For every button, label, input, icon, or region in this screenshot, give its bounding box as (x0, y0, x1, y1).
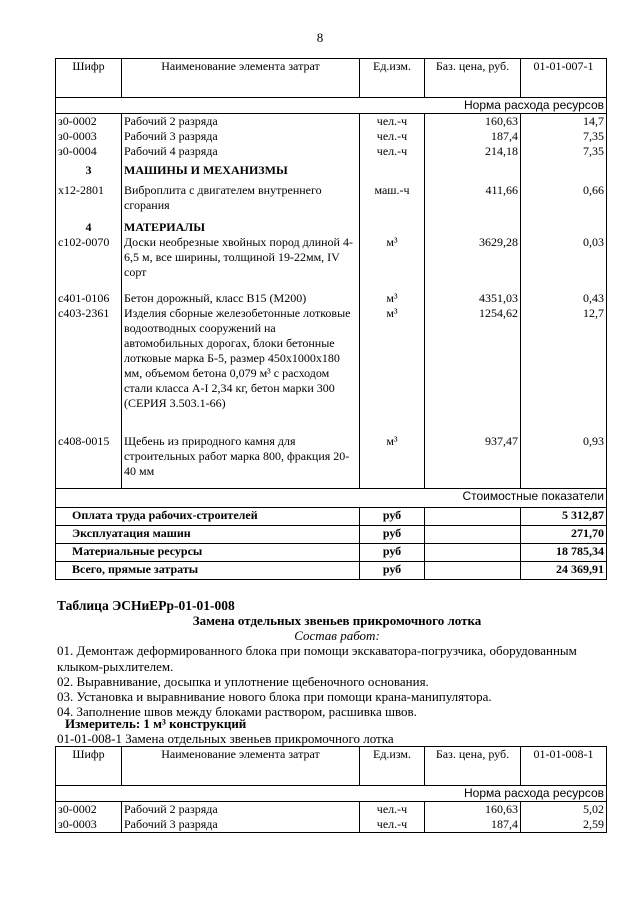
norm-label: Норма расхода ресурсов (56, 786, 607, 802)
table-header-row (56, 59, 607, 98)
summary-label: Оплата труда рабочих-строителей (56, 507, 360, 525)
row-code: х12-2801 (56, 179, 122, 217)
header-unit: Ед.изм. (360, 59, 425, 98)
table-row (56, 114, 607, 130)
row-norm: 2,59 (521, 817, 607, 833)
header-code: Шифр (56, 59, 122, 98)
table-row (56, 817, 607, 833)
header-name: Наименование элемента затрат (122, 747, 360, 786)
row-name: Изделия сборные железобетонные лотковые водоотводных сооружений на автомобильных дорогах, блоки бетонные лотковые марка Б-5, размер 450х1000х180 мм, объемом бетона 0,079 м³ с расходом стали класса А-I 2,34 кг, бетон марки 300 (СЕРИЯ 3.503.1-66) (122, 306, 360, 434)
row-unit: м³ (360, 287, 425, 306)
row-code: с403-2361 (56, 306, 122, 434)
work-step: 03. Установка и выравнивание нового блока при помощи крана-манипулятора. (57, 689, 492, 704)
summary-unit: руб (360, 525, 425, 543)
row-price: 4351,03 (425, 287, 521, 306)
resource-table-01-01-008 (55, 746, 607, 833)
summary-unit: руб (360, 507, 425, 525)
row-price: 1254,62 (425, 306, 521, 434)
group-row-materials (56, 217, 607, 235)
row-name: Виброплита с двигателем внутреннего сгорания (122, 179, 360, 217)
row-price: 187,4 (425, 817, 521, 833)
summary-row (56, 543, 607, 561)
row-unit: чел.-ч (360, 129, 425, 144)
row-norm: 5,02 (521, 802, 607, 818)
work-step: 01. Демонтаж деформированного блока при помощи экскаватора-погрузчика, оборудованным клыком-рыхлителем. (57, 643, 577, 674)
summary-row (56, 561, 607, 579)
summary-value: 18 785,34 (521, 543, 607, 561)
summary-value: 271,70 (521, 525, 607, 543)
group-title: МАТЕРИАЛЫ (122, 217, 360, 235)
summary-label: Эксплуатация машин (56, 525, 360, 543)
composition-title: Состав работ: (294, 628, 380, 643)
row-name: Доски необрезные хвойных пород длиной 4-6,5 м, все ширины, толщиной 19-22мм, IV сорт (122, 235, 360, 287)
row-unit: м³ (360, 235, 425, 287)
group-number: 4 (56, 217, 122, 235)
row-price: 937,47 (425, 434, 521, 488)
cost-label: Стоимостные показатели (56, 488, 607, 507)
row-code: с401-0106 (56, 287, 122, 306)
header-norm-code: 01-01-007-1 (521, 59, 607, 98)
table-row (56, 129, 607, 144)
row-code: с408-0015 (56, 434, 122, 488)
table-row (56, 144, 607, 159)
summary-value: 24 369,91 (521, 561, 607, 579)
header-name: Наименование элемента затрат (122, 59, 360, 98)
header-norm-code: 01-01-008-1 (521, 747, 607, 786)
item-line: 01-01-008-1 Замена отдельных звеньев прикромочного лотка (57, 731, 394, 746)
header-unit: Ед.изм. (360, 747, 425, 786)
row-name: Рабочий 2 разряда (122, 114, 360, 130)
summary-unit: руб (360, 561, 425, 579)
row-name: Бетон дорожный, класс В15 (М200) (122, 287, 360, 306)
group-row-machines (56, 159, 607, 179)
table-row (56, 287, 607, 306)
summary-label: Всего, прямые затраты (56, 561, 360, 579)
header-code: Шифр (56, 747, 122, 786)
row-unit: чел.-ч (360, 802, 425, 818)
row-norm: 14,7 (521, 114, 607, 130)
resource-table-01-01-007 (55, 58, 607, 580)
summary-row (56, 525, 607, 543)
meter-label: Измеритель: 1 м³ конструкций (65, 716, 247, 731)
section-subtitle: Замена отдельных звеньев прикромочного лотка (192, 613, 482, 628)
row-unit: чел.-ч (360, 144, 425, 159)
row-code: з0-0004 (56, 144, 122, 159)
page-number: 8 (316, 30, 324, 45)
table-row (56, 802, 607, 818)
row-code: з0-0002 (56, 114, 122, 130)
row-code: з0-0003 (56, 817, 122, 833)
header-price: Баз. цена, руб. (425, 59, 521, 98)
row-norm: 0,43 (521, 287, 607, 306)
row-price: 160,63 (425, 802, 521, 818)
group-title: МАШИНЫ И МЕХАНИЗМЫ (122, 159, 360, 179)
row-price: 214,18 (425, 144, 521, 159)
row-norm: 7,35 (521, 129, 607, 144)
row-unit: маш.-ч (360, 179, 425, 217)
row-name: Щебень из природного камня для строительных работ марка 800, фракция 20-40 мм (122, 434, 360, 488)
header-price: Баз. цена, руб. (425, 747, 521, 786)
row-name: Рабочий 2 разряда (122, 802, 360, 818)
work-step: 04. Заполнение швов между блоками раствором, расшивка швов. (57, 704, 417, 719)
row-name: Рабочий 4 разряда (122, 144, 360, 159)
summary-row (56, 507, 607, 525)
row-norm: 0,03 (521, 235, 607, 287)
table-row (56, 434, 607, 488)
group-number: 3 (56, 159, 122, 179)
table-row (56, 179, 607, 217)
row-code: з0-0003 (56, 129, 122, 144)
row-code: з0-0002 (56, 802, 122, 818)
summary-unit: руб (360, 543, 425, 561)
row-norm: 12,7 (521, 306, 607, 434)
section-table-title: Таблица ЭСНиЕРр-01-01-008 (57, 598, 235, 613)
norm-label: Норма расхода ресурсов (56, 98, 607, 114)
summary-value: 5 312,87 (521, 507, 607, 525)
row-name: Рабочий 3 разряда (122, 817, 360, 833)
summary-label: Материальные ресурсы (56, 543, 360, 561)
row-price: 160,63 (425, 114, 521, 130)
row-unit: чел.-ч (360, 114, 425, 130)
row-name: Рабочий 3 разряда (122, 129, 360, 144)
table-header-row (56, 747, 607, 786)
row-unit: м³ (360, 306, 425, 434)
row-code: с102-0070 (56, 235, 122, 287)
row-norm: 0,93 (521, 434, 607, 488)
table-row (56, 306, 607, 434)
row-norm: 7,35 (521, 144, 607, 159)
row-price: 411,66 (425, 179, 521, 217)
row-norm: 0,66 (521, 179, 607, 217)
work-step: 02. Выравнивание, досыпка и уплотнение щебеночного основания. (57, 674, 429, 689)
row-unit: м³ (360, 434, 425, 488)
table-row (56, 235, 607, 287)
row-price: 3629,28 (425, 235, 521, 287)
row-price: 187,4 (425, 129, 521, 144)
row-unit: чел.-ч (360, 817, 425, 833)
